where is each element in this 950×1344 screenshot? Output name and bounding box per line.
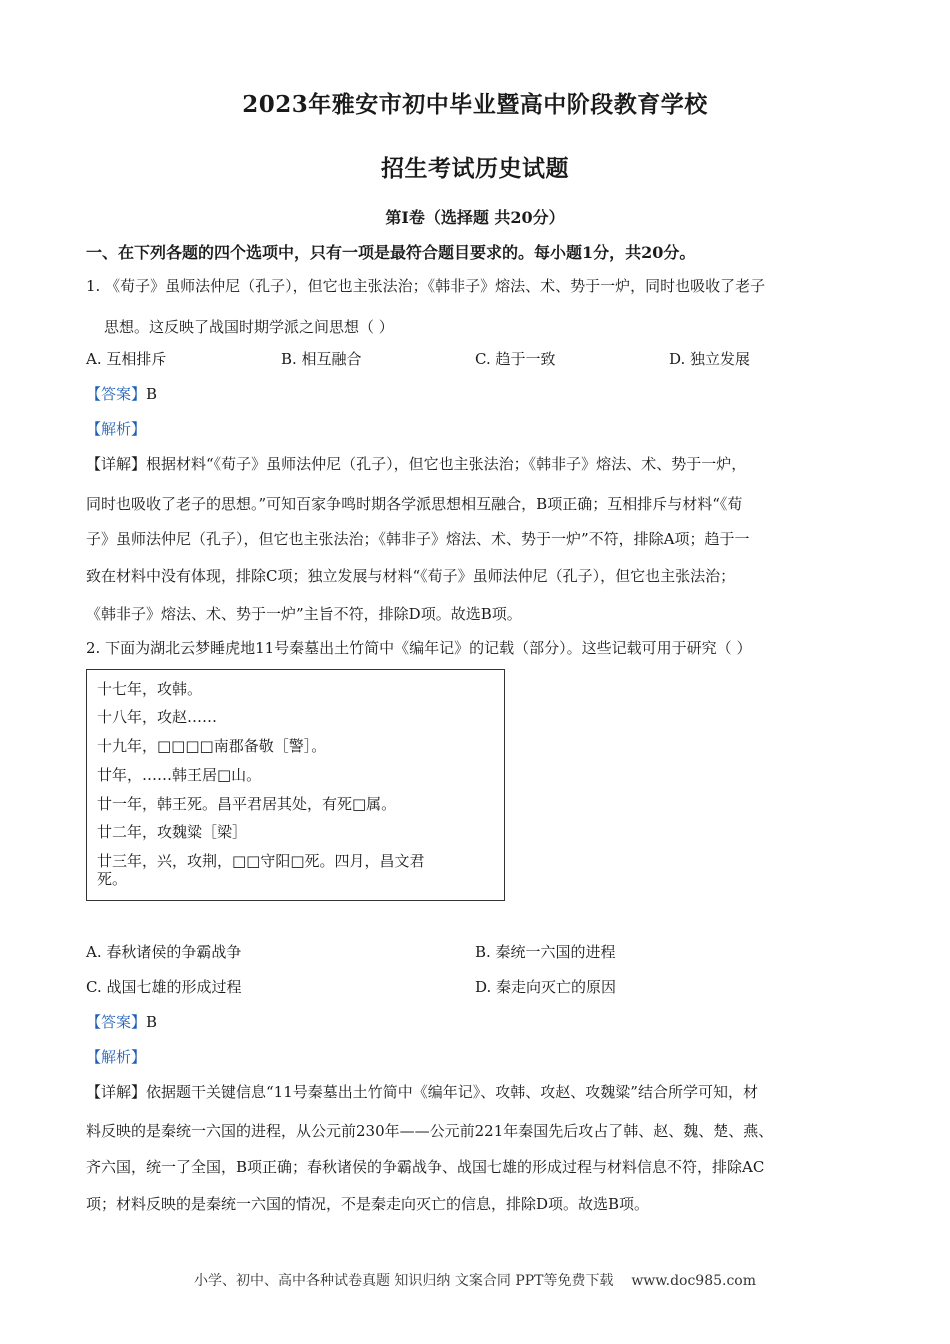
q2-box-line7: 廿三年，兴，攻荆，□□守阳□死。四月，昌文君	[97, 852, 425, 870]
q1-detail-line5: 《韩非子》熔法、术、势于一炉”主旨不符，排除D项。故选B项。	[86, 605, 522, 623]
q1-option-a: A. 互相排斥	[86, 350, 167, 368]
q1-stem-line1: 1. 《荀子》虽师法仲尼（孔子），但它也主张法治；《韩非子》熔法、术、势于一炉，同时也吸收了老子	[86, 277, 766, 295]
exam-title-line1: 2023年雅安市初中毕业暨高中阶段教育学校	[242, 91, 708, 118]
q2-source-box	[86, 669, 505, 901]
q2-answer-tag: 【答案】	[86, 1013, 147, 1031]
q1-option-c: C. 趋于一致	[475, 350, 556, 368]
q2-detail-tag: 【详解】	[86, 1083, 147, 1101]
q2-box-line8: 死。	[97, 870, 128, 888]
q2-box-line2: 十八年，攻赵……	[97, 708, 218, 726]
q2-box-line5: 廿一年，韩王死。昌平君居其处，有死□属。	[97, 795, 397, 813]
q2-box-line3: 十九年，□□□□南郡备敬［警］。	[97, 737, 327, 755]
footer-text: 小学、初中、高中各种试卷真题 知识归纳 文案合同 PPT等免费下载	[193, 1273, 614, 1289]
volume-heading: 第Ⅰ卷（选择题 共20分）	[385, 208, 565, 227]
q1-answer-value: B	[146, 385, 158, 403]
q2-option-b: B. 秦统一六国的进程	[475, 943, 616, 961]
q1-answer	[86, 384, 157, 404]
q2-answer-value: B	[146, 1013, 158, 1031]
q2-analysis-tag: 【解析】	[86, 1048, 147, 1066]
q1-option-b: B. 相互融合	[281, 350, 362, 368]
q2-answer	[86, 1012, 157, 1032]
q2-option-c: C. 战国七雄的形成过程	[86, 978, 242, 996]
q2-option-d: D. 秦走向灭亡的原因	[475, 978, 617, 996]
q2-detail-line1: 【详解】依据题干关键信息“11号秦墓出土竹简中《编年记》、攻韩、攻赵、攻魏粱”结合所学可知，材	[86, 1083, 758, 1101]
q1-option-d: D. 独立发展	[669, 350, 751, 368]
q2-detail-line2: 料反映的是秦统一六国的进程，从公元前230年——公元前221年秦国先后攻占了韩、赵、魏、楚、燕、	[86, 1122, 774, 1140]
q2-box-line6: 廿二年，攻魏粱［梁］	[97, 823, 248, 841]
q1-detail-line2: 同时也吸收了老子的思想。”可知百家争鸣时期各学派思想相互融合，B项正确；互相排斥与材料“《荀	[86, 495, 743, 513]
q2-stem: 2. 下面为湖北云梦睡虎地11号秦墓出土竹简中《编年记》的记载（部分）。这些记载可用于研究（ ）	[86, 639, 752, 657]
q1-detail-line4: 致在材料中没有体现，排除C项；独立发展与材料“《荀子》虽师法仲尼（孔子），但它也主张法治；	[86, 567, 736, 585]
q1-analysis-tag: 【解析】	[86, 420, 147, 438]
q1-stem-line2: 思想。这反映了战国时期学派之间思想（ ）	[104, 318, 394, 336]
q2-detail-line3: 齐六国，统一了全国，B项正确；春秋诸侯的争霸战争、战国七雄的形成过程与材料信息不符，排除AC	[86, 1158, 765, 1176]
q2-detail-line4: 项；材料反映的是秦统一六国的情况，不是秦走向灭亡的信息，排除D项。故选B项。	[86, 1195, 650, 1213]
exam-title-line2: 招生考试历史试题	[381, 155, 569, 182]
q1-detail-tag: 【详解】	[86, 455, 147, 473]
q1-detail-line1: 【详解】根据材料“《荀子》虽师法仲尼（孔子），但它也主张法治；《韩非子》熔法、术、势于一炉，	[86, 455, 747, 473]
q1-detail-line3: 子》虽师法仲尼（孔子），但它也主张法治；《韩非子》熔法、术、势于一炉”不符，排除A项；趋于一	[86, 530, 750, 548]
page-footer	[0, 1270, 950, 1290]
q2-box-line4: 廿年，……韩王居□山。	[97, 766, 262, 784]
section-heading: 一、在下列各题的四个选项中，只有一项是最符合题目要求的。每小题1分，共20分。	[86, 243, 696, 262]
footer-url[interactable]: www.doc985.com	[631, 1273, 757, 1289]
q2-option-a: A. 春秋诸侯的争霸战争	[86, 943, 242, 961]
q1-answer-tag: 【答案】	[86, 385, 147, 403]
q2-box-line1: 十七年，攻韩。	[97, 680, 203, 698]
